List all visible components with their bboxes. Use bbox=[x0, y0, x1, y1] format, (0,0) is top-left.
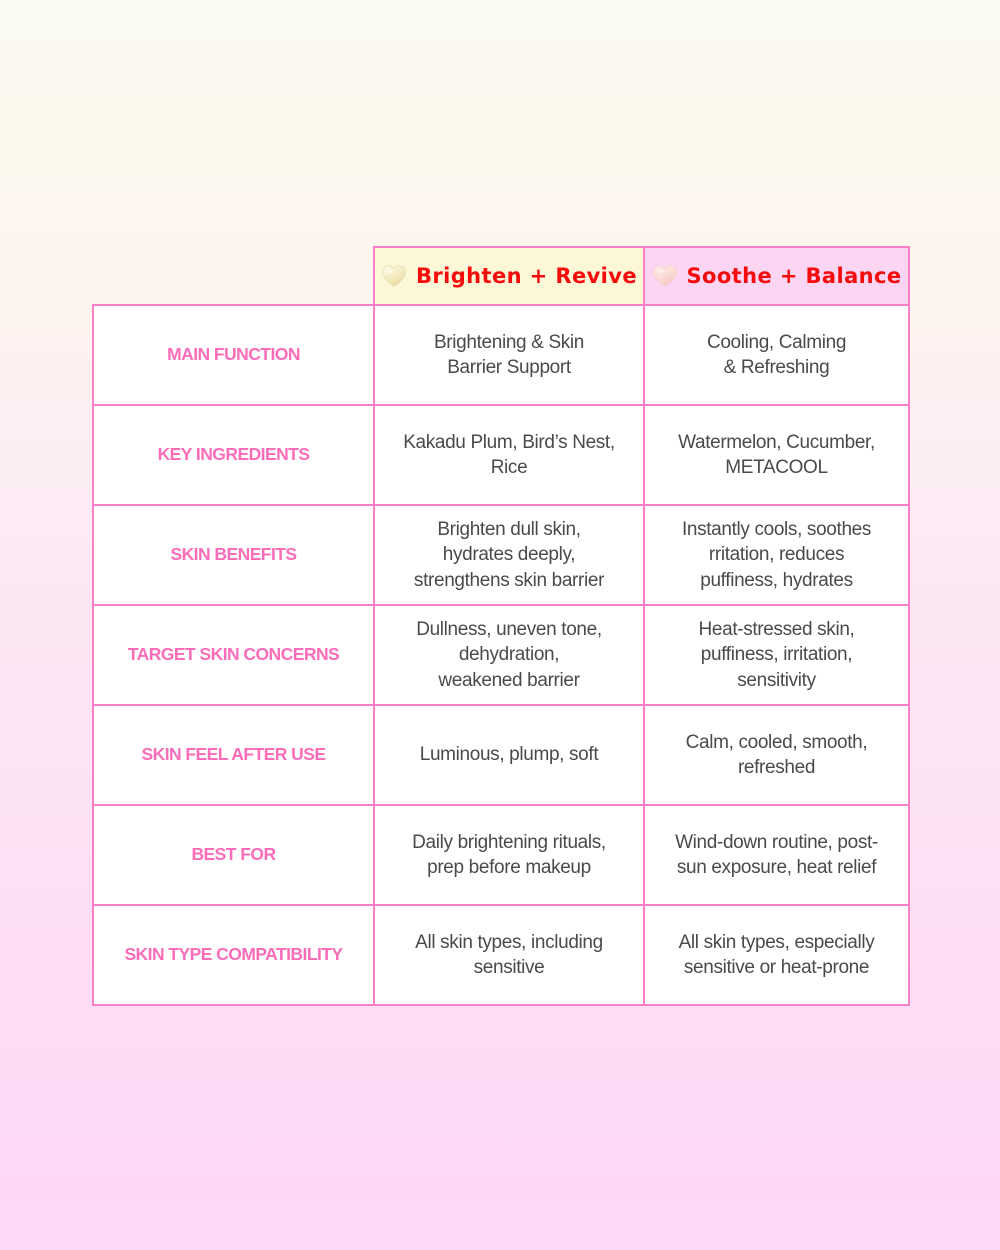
row-label: SKIN TYPE COMPATIBILITY bbox=[93, 905, 374, 1005]
cell-soothe: Instantly cools, soothes rritation, reduces puffiness, hydrates bbox=[644, 505, 909, 605]
cell-brighten: Daily brightening rituals, prep before makeup bbox=[374, 805, 644, 905]
cell-brighten: Brighten dull skin, hydrates deeply, strengthens skin barrier bbox=[374, 505, 644, 605]
table-header bbox=[93, 247, 909, 305]
row-label: KEY INGREDIENTS bbox=[93, 405, 374, 505]
cell-soothe: Calm, cooled, smooth, refreshed bbox=[644, 705, 909, 805]
table-row bbox=[93, 405, 909, 505]
cell-soothe: All skin types, especially sensitive or heat-prone bbox=[644, 905, 909, 1005]
header-row bbox=[93, 247, 909, 305]
cell-brighten: Dullness, uneven tone, dehydration, weakened barrier bbox=[374, 605, 644, 705]
comparison-table-container bbox=[92, 246, 908, 1006]
header-inner-soothe bbox=[655, 264, 902, 288]
row-label: SKIN BENEFITS bbox=[93, 505, 374, 605]
table-body bbox=[93, 305, 909, 1005]
row-label: BEST FOR bbox=[93, 805, 374, 905]
cell-brighten: Brightening & Skin Barrier Support bbox=[374, 305, 644, 405]
table-row bbox=[93, 705, 909, 805]
cell-brighten: All skin types, including sensitive bbox=[374, 905, 644, 1005]
cell-brighten: Luminous, plump, soft bbox=[374, 705, 644, 805]
header-inner-brighten bbox=[385, 264, 638, 288]
table-row bbox=[93, 605, 909, 705]
table-row bbox=[93, 805, 909, 905]
cell-soothe: Heat-stressed skin, puffiness, irritation, sensitivity bbox=[644, 605, 909, 705]
column-header-soothe bbox=[644, 247, 909, 305]
table-row bbox=[93, 505, 909, 605]
cell-brighten: Kakadu Plum, Bird’s Nest, Rice bbox=[374, 405, 644, 505]
cell-soothe: Cooling, Calming & Refreshing bbox=[644, 305, 909, 405]
cell-soothe: Wind-down routine, post- sun exposure, heat relief bbox=[644, 805, 909, 905]
pink-heart-icon bbox=[652, 264, 678, 288]
cream-heart-icon bbox=[381, 264, 407, 288]
header-corner-blank bbox=[93, 247, 374, 305]
row-label: MAIN FUNCTION bbox=[93, 305, 374, 405]
row-label: TARGET SKIN CONCERNS bbox=[93, 605, 374, 705]
table-row bbox=[93, 305, 909, 405]
product-comparison-table bbox=[92, 246, 910, 1006]
table-row bbox=[93, 905, 909, 1005]
row-label: SKIN FEEL AFTER USE bbox=[93, 705, 374, 805]
column-header-brighten bbox=[374, 247, 644, 305]
column-header-soothe-label: Soothe + Balance bbox=[686, 264, 902, 288]
column-header-brighten-label: Brighten + Revive bbox=[415, 264, 638, 288]
cell-soothe: Watermelon, Cucumber, METACOOL bbox=[644, 405, 909, 505]
